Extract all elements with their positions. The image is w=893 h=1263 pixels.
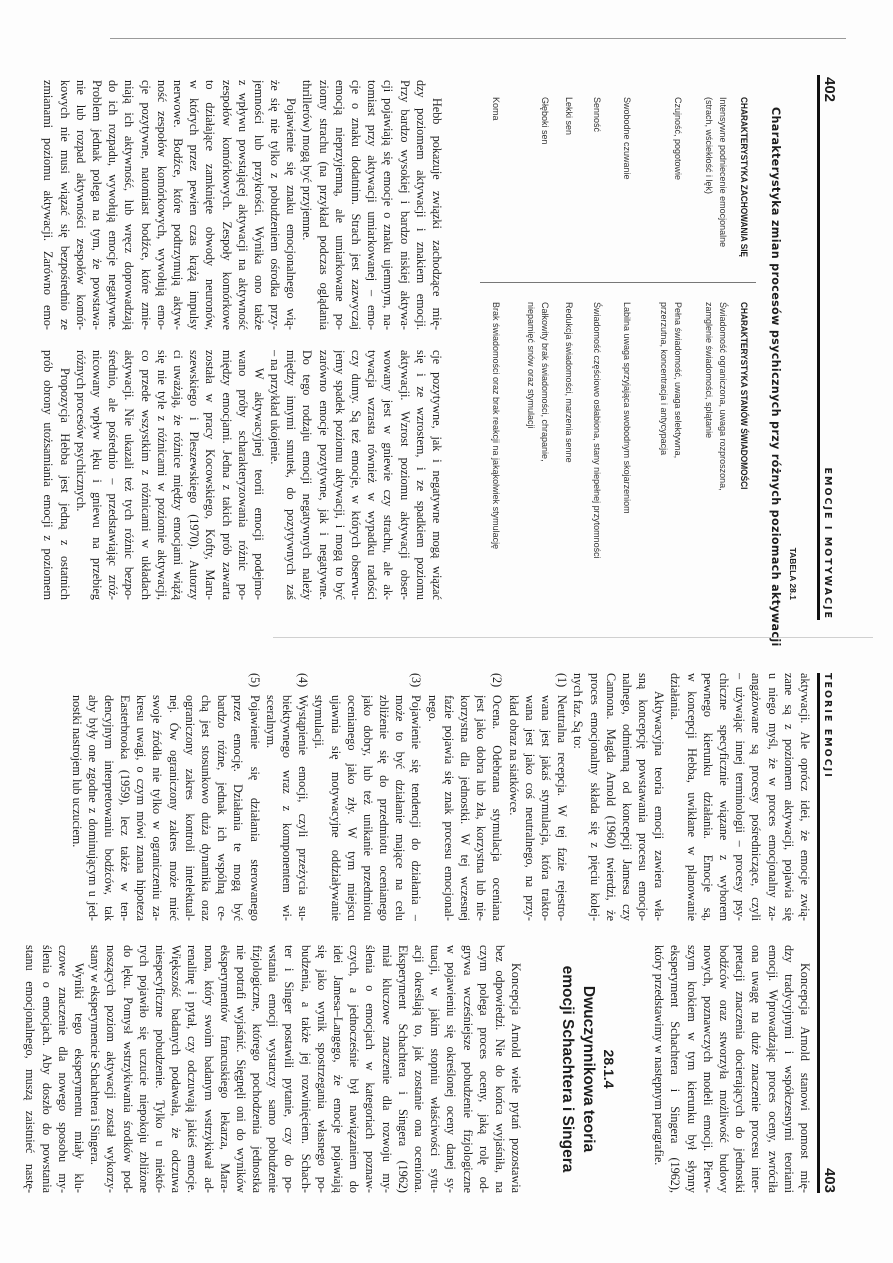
text-column-left-1 — [40, 80, 445, 330]
text-line: miał kluczowe znaczenie dla rozwoju my- — [379, 945, 394, 1193]
text-line: do ich rozpadu, wywołują emocje negatywne. — [106, 80, 121, 330]
text-line: Ocena. Odebrana stymulacja oceniana — [490, 695, 505, 921]
table-cell-line: niepamięć snów oraz stymulacji — [526, 302, 537, 429]
table-cell-behavior — [562, 97, 576, 135]
table-cell-line: Świadomość ograniczona, uwaga rozproszona, — [718, 302, 728, 491]
text-line: średnio, ale pośrednio – przedstawiając zróż- — [106, 350, 121, 600]
text-line: niespecyficzne pobudzenie. Tylko u niektó- — [153, 945, 167, 1193]
text-line: Propozycja Hebba jest jedną z ostatnich — [57, 368, 72, 600]
text-line: cje o znaku dodatnim. Strach jest zazwyczaj — [349, 80, 364, 330]
text-line: proces emocjonalny składa się z pięciu kolej- — [587, 673, 602, 921]
table-cell-line: przerzutna, koncentracja i antycypacja — [659, 302, 670, 456]
text-line: nerwowe. Bodźce, które podtrzymują aktyw- — [171, 80, 185, 330]
table-column-divider — [480, 282, 756, 283]
text-line: Wyniki tego eksperymentu miały klu- — [72, 963, 87, 1193]
table-cell-line: Labilna uwaga sprzyjająca swobodnym skojarzeniom — [622, 302, 632, 514]
table-cell-line: Swobodne czuwanie — [622, 97, 632, 180]
text-line: szewskiego i Pleszewskiego (1970). Autorzy — [187, 350, 202, 600]
text-line: aktywacji. Wzrost poziomu aktywacji obser- — [397, 350, 412, 600]
list-item-number: (4) — [296, 673, 311, 688]
list-item — [505, 673, 570, 921]
paragraph — [651, 945, 813, 1193]
text-column-left-2 — [40, 350, 445, 600]
text-line: swoje źródła nie tylko w ograniczeniu za- — [150, 695, 165, 921]
text-line: acji określają to, jak zostanie ona oceniona. — [412, 945, 426, 1193]
text-line: ślenia o emocjach. Aby doszło do powstania — [39, 945, 54, 1193]
table-cell-consciousness — [620, 302, 634, 514]
text-line: nicowany wpływ lęku i gniewu na przebieg — [90, 350, 105, 600]
text-line: ter i Singer postawili pytanie, czy do po- — [282, 945, 297, 1193]
text-line: cje pozytywne, natomiast bodźce, które zmie- — [138, 80, 153, 330]
text-line: sceralnym. — [263, 695, 278, 749]
table-cell-behavior — [590, 97, 604, 132]
text-line: ci uważają, że różnice między emocjami wiążą — [171, 350, 185, 600]
text-line: czy dumy. Są też emocje, w których obserwu- — [349, 350, 364, 600]
table-cell-line: Redukcja świadomości, marzenia senne — [564, 302, 574, 463]
text-line: angażowane są procesy pośredniczące, czyli — [749, 673, 764, 921]
paragraph — [267, 350, 445, 600]
text-line: budzenia, a także jej rozwinięciem. Schach- — [298, 945, 313, 1193]
text-line: do lęku. Pomysł wstrzykiwania środków pod- — [120, 945, 135, 1193]
text-line: co przede wszystkim z różnicami w układach — [138, 350, 153, 600]
list-item-number: (3) — [409, 673, 424, 688]
table-cell-consciousness — [562, 302, 576, 463]
text-line: jemności lub przykrości. Wynika ono także — [251, 80, 266, 330]
table-cell-consciousness — [702, 302, 729, 491]
section-title-line: Dwuczynnikowa teoria — [580, 985, 598, 1153]
text-line: tywacja wzrasta również w wypadku radości — [365, 350, 380, 600]
text-line: W aktywacyjnej teorii emocji podejmo- — [251, 368, 266, 600]
running-head-left: EMOCJE I MOTYWACJE — [822, 467, 833, 620]
header-rule-right — [817, 673, 820, 1193]
text-line: stany w eksperymencie Schachtera i Singera. — [88, 945, 103, 1165]
table-cell-line: (strach, wściekłość i lęk) — [704, 97, 715, 195]
text-line: prób obrony utożsamiania emocji z poziomem — [41, 350, 56, 600]
table-cell-line: Całkowity brak świadomości, chrapanie, — [540, 302, 550, 462]
text-line: czym polega proces oceny, jaką rolę od- — [476, 945, 491, 1193]
text-line: Pojawienie się tendencji do działania – — [409, 695, 424, 921]
text-line: nego. — [425, 695, 440, 722]
section-number: 28.1.4 — [601, 1049, 618, 1089]
text-line: działania. — [668, 673, 683, 721]
table-cell-behavior — [538, 97, 552, 145]
list-item-number: (2) — [490, 673, 505, 688]
text-line: aktywacji. Nie ukazali też tych różnic bezpo- — [122, 350, 137, 600]
text-line: przez emocję. Działania te mogą być — [231, 695, 246, 921]
page-edge-line — [110, 38, 846, 39]
text-line: ność zespołów komórkowych, wywołują emo- — [154, 80, 169, 330]
table-cell-behavior — [489, 97, 503, 121]
table-cell-behavior — [671, 97, 685, 180]
text-line: – używając innej terminologii – procesy psy- — [733, 673, 748, 921]
table-cell-consciousness — [489, 302, 503, 549]
text-line: nej. Ów ograniczony zakres może mieć — [166, 695, 181, 921]
text-line: fizjologiczne, którego pochodzenia jednostka — [250, 945, 265, 1193]
table-title: Charakterystyka zmian procesów psychicznych przy różnych poziomach aktywacji — [769, 107, 782, 647]
text-line: w pojawieniu się określonej oceny danej sy- — [444, 945, 459, 1193]
list-item-number: (5) — [247, 673, 262, 688]
text-line: bodźców oraz stworzyła możliwość budowy — [717, 945, 732, 1193]
paragraph — [40, 350, 72, 600]
text-line: jemy spadek poziomu aktywacji, i mogą to być — [332, 350, 347, 600]
text-line: to działające zamknięte obwody neuronów, — [203, 80, 218, 330]
text-line: aktywacji. Ale oprócz idei, że emocje zwią- — [798, 673, 812, 921]
text-line: renalinę i pytał, czy odczuwają jakieś emocje. — [185, 945, 200, 1193]
text-line: grywa wcześniejsze pobudzenie fizjologiczne — [460, 945, 475, 1193]
text-line: nie potrafi wyjaśnić. Sięgnęli oni do wyników — [233, 945, 248, 1193]
table-cell-consciousness — [590, 302, 604, 559]
text-line: kresu uwagi, o czym mówi znana hipoteza — [134, 695, 149, 921]
list-item — [425, 673, 506, 921]
text-line: w koncepcji Hebba, uwikłane w planowanie — [684, 673, 699, 921]
text-line: Większość badanych podawała, że odczuwa — [169, 945, 184, 1193]
running-head-right: TEORIE EMOCJI — [822, 673, 833, 779]
section-title-line: emocji Schachtera i Singera — [559, 965, 577, 1173]
text-line: Koncepcja Arnold wiele pytań pozostawia — [509, 963, 524, 1193]
text-line: emocją nieprzyjemną, ale umiarkowane po- — [332, 80, 347, 330]
table-cell-consciousness — [657, 302, 684, 458]
text-line: zmianami poziomu aktywacji. Zarówno emo- — [41, 80, 56, 330]
text-line: kowych nie musi wiązać się bezpośrednio ze — [57, 80, 72, 330]
text-line: Przy bardzo wysokiej i bardzo niskiej aktywa- — [397, 80, 412, 330]
paragraph — [570, 673, 667, 921]
text-line: – na przykład ukojenie. — [268, 350, 283, 465]
text-line: wstania emocji wystarczy samo pobudzenie — [266, 945, 281, 1193]
text-line: idei Jamesa–Langego, że emocje pojawiają — [331, 945, 346, 1193]
paragraph — [40, 80, 299, 330]
text-line: ujawnia się motywacyjne oddziaływanie — [328, 695, 343, 921]
text-line: aby były one zgodne z dominującym u jed- — [85, 695, 100, 921]
table-cell-line: Lekki sen — [564, 97, 574, 136]
table-cell-line: Głęboki sen — [540, 97, 550, 145]
table-cell-line: Intensywne podniecenie emocjonalne — [718, 97, 728, 248]
text-column-right-1 — [68, 673, 813, 921]
text-line: nowych, poznawczych modeli emocji. Pierw- — [700, 945, 715, 1193]
text-line: nie lub rozpad aktywności zespołów komór- — [73, 80, 88, 330]
text-line: u niego myśl, że w proces emocjonalny za- — [765, 673, 780, 921]
text-line: Koncepcja Arnold stanowi pomost mię- — [798, 963, 812, 1193]
text-column-right-2 — [22, 945, 813, 1193]
paragraph — [22, 945, 87, 1193]
text-line: bez odpowiedzi. Nie do końca wyjaśniła, na — [492, 945, 507, 1193]
text-line: w których przez pewien czas krążą impulsy — [187, 80, 202, 330]
table-cell-line: Pełna świadomość, uwaga selektywna, — [673, 302, 683, 459]
text-line: niają ich aktywność, lub wręcz doprowadzają — [122, 80, 137, 330]
text-line: biektywnego wraz z komponentem wi- — [280, 695, 294, 921]
text-line: między innymi smutek, do pozytywnych zaś — [284, 350, 299, 600]
paragraph — [73, 350, 267, 600]
text-line: korzystna dla jednostki. W tej wczesnej — [458, 695, 473, 921]
text-line: nona, który swoim badanym wstrzykiwał ad- — [201, 945, 216, 1193]
table-cell-line: Koma — [491, 97, 501, 121]
gutter-line — [273, 637, 873, 638]
text-line: sną koncepcję powstawania procesu emocjo- — [636, 673, 651, 921]
text-line: ocenianego jako zły. W tym miejscu — [344, 695, 359, 921]
text-line: rych pojawiło się uczucie niepokoju zbliżone — [136, 945, 151, 1193]
table-cell-line: Świadomość częściowo osłabiona, stany niepełnej przytomności — [592, 302, 602, 559]
text-line: ziomy strachu (na przykład podczas oglądania — [316, 80, 331, 330]
text-line: ona uwagę na duże znaczenie procesu inter- — [749, 945, 764, 1193]
text-line: noszących poziom aktywacji został wykorzy- — [104, 945, 119, 1193]
text-line: chiczne specyficznie wiązane z wyborem — [717, 673, 732, 921]
section-heading — [524, 945, 619, 1193]
text-line: thrillerów) mogą być przyjemne. — [300, 80, 315, 241]
text-line: Eksperyment Schachtera i Singera (1962) — [395, 945, 410, 1193]
text-line: nostki nastrojem lub uczuciem. — [69, 695, 84, 848]
page-number-left: 402 — [821, 77, 838, 103]
table-cell-line: Senność — [592, 97, 602, 133]
text-line: Wystąpienie emocji, czyli przeżycia su- — [296, 695, 311, 921]
text-line: pewnego kierunku działania. Emocje są, — [700, 673, 715, 921]
text-line: dencyjnym interpretowaniu bodźców, tak — [101, 695, 116, 921]
text-line: dzy tradycyjnymi i współczesnymi teoriami — [781, 945, 796, 1193]
page-number-right: 403 — [821, 1167, 838, 1193]
table-cell-line: Brak świadomości oraz brak reakcji na jakąkolwiek stymulację — [491, 302, 501, 550]
text-line: wana jest jako coś neutralnego, na przy- — [522, 695, 537, 921]
text-line: dzy poziomem aktywacji i znakiem emocji. — [413, 80, 428, 330]
table-cell-behavior — [702, 97, 729, 247]
paragraph — [299, 80, 445, 330]
text-line: Pojawienie się działania sterowanego — [247, 695, 262, 921]
table-cell-consciousness — [524, 302, 551, 462]
text-line: zbliżenie się do przedmiotu ocenianego — [377, 695, 392, 921]
text-line: Cannona. Magda Arnold (1960) twierdzi, że — [603, 673, 618, 921]
text-line: się jako wynik spostrzegania własnego po- — [314, 945, 329, 1193]
text-line: eksperyment Schachtera i Singera (1962), — [668, 945, 683, 1193]
table-header-consciousness: CHARAKTERYSTYKA STANÓW ŚWIADOMOŚCI — [739, 302, 749, 490]
table-cell-line: zamglenie świadomości, splątanie — [704, 302, 715, 439]
text-line: z wpływu powstającej aktywacji na aktywność — [235, 80, 250, 330]
text-line: cji pojawiają się emocje o znaku ujemnym, na- — [381, 80, 396, 330]
text-line: cje pozytywne, jak i negatywne mogą wiązać — [430, 350, 444, 600]
text-line: bardzo różne, jednak ich wspólną ce- — [215, 695, 230, 921]
text-line: Neutralna recepcja. W tej fazie rejestro- — [555, 695, 570, 921]
numbered-list — [68, 673, 570, 921]
list-item-number: (1) — [555, 673, 570, 688]
text-line: że się nie tylko z pobudzeniem ośrodka przy- — [268, 80, 283, 330]
list-item — [263, 673, 312, 921]
text-line: Easterbrooka (1959), lecz także w ten- — [118, 695, 133, 921]
text-line: tomiast przy aktywacji umiarkowanej – emo- — [365, 80, 380, 330]
text-line: nalnego, odmienną od koncepcji Jamesa czy — [619, 673, 634, 921]
text-line: Pojawienie się znaku emocjonalnego wią- — [284, 98, 299, 330]
text-line: stymulacji. — [312, 695, 327, 749]
text-line: została w pracy Kocowskiego, Kofty, Maru- — [203, 350, 218, 600]
text-line: chą jest stosunkowo duża dynamika oraz — [199, 695, 214, 921]
text-line: się i ze wzrostem, i ze spadkiem poziomu — [413, 350, 428, 600]
text-line: wano próby scharakteryzowania różnic po- — [235, 350, 250, 600]
text-line: szym krokiem w tym kierunku był słynny — [684, 945, 699, 1193]
text-line: który przedstawimy w następnym paragrafie. — [652, 945, 667, 1166]
text-line: czych, a jednocześnie był nawiązaniem do — [347, 945, 362, 1193]
text-line: tuacji, w jakim stopniu właściwości sytu- — [428, 945, 443, 1193]
text-line: Problem jednak polega na tym, że powstawa- — [90, 80, 105, 330]
text-line: stanu emocjonalnego, muszą zaistnieć nastę- — [23, 945, 38, 1193]
text-line: czowe znaczenie dla nowego sposobu my- — [55, 945, 70, 1193]
text-line: eksperymentów francuskiego lekarza, Mara- — [217, 945, 232, 1193]
text-line: zarówno emocje pozytywne, jak i negatywne. — [316, 350, 331, 600]
table-cell-behavior — [620, 97, 634, 180]
text-line: pretacji znaczenia docierających do jednostki — [733, 945, 748, 1193]
text-line: różnych procesów psychicznych. — [73, 350, 88, 512]
text-line: ślenia o emocjach w kategoriach poznaw- — [363, 945, 378, 1193]
header-rule-left — [817, 75, 820, 620]
text-line: Hebb pokazuje związki zachodzące mię- — [430, 98, 444, 330]
text-line: między emocjami. Jedna z takich prób zawarta — [219, 350, 234, 600]
text-line: jako dobry, lub też unikanie przedmiotu — [360, 695, 375, 921]
text-line: zespołów komórkowych. Zespoły komórkowe — [219, 80, 234, 330]
text-line: wana jest jakaś stymulacja, która trakto- — [539, 695, 553, 921]
text-line: nych faz. Są to: — [571, 673, 586, 749]
list-item — [311, 673, 424, 921]
text-line: Aktywacyjna teoria emocji zawiera wła- — [652, 691, 667, 921]
text-line: kład obraz na siatkówce. — [506, 695, 521, 816]
text-line: ograniczony zakres kontroli intelektual- — [182, 695, 197, 921]
table-label: TABELA 28.1 — [788, 547, 798, 600]
table-cell-line: Czujność, pogotowie — [673, 97, 683, 181]
text-line: może to być działanie mające na celu — [393, 695, 408, 921]
text-line: się nie tyle z różnicami w poziomie aktywacji, — [154, 350, 169, 600]
paragraph — [667, 673, 813, 921]
paragraph — [87, 945, 524, 1193]
list-item — [68, 673, 262, 921]
text-line: zane są z poziomem aktywacji, pojawia się — [781, 673, 796, 921]
table-header-behavior: CHARAKTERYSTYKA ZACHOWANIA SIĘ — [739, 97, 749, 258]
text-line: fazie pojawia się znak procesu emocjonal- — [441, 695, 456, 921]
text-line: emocji. Wprowadzając proces oceny, zwróciła — [765, 945, 780, 1193]
text-line: wowany jest w gniewie czy strachu, ale ak- — [381, 350, 396, 600]
text-line: Do tego rodzaju emocji negatywnych należy — [300, 350, 315, 600]
text-line: jest jako dobra lub zła, korzystna lub nie- — [474, 695, 489, 921]
